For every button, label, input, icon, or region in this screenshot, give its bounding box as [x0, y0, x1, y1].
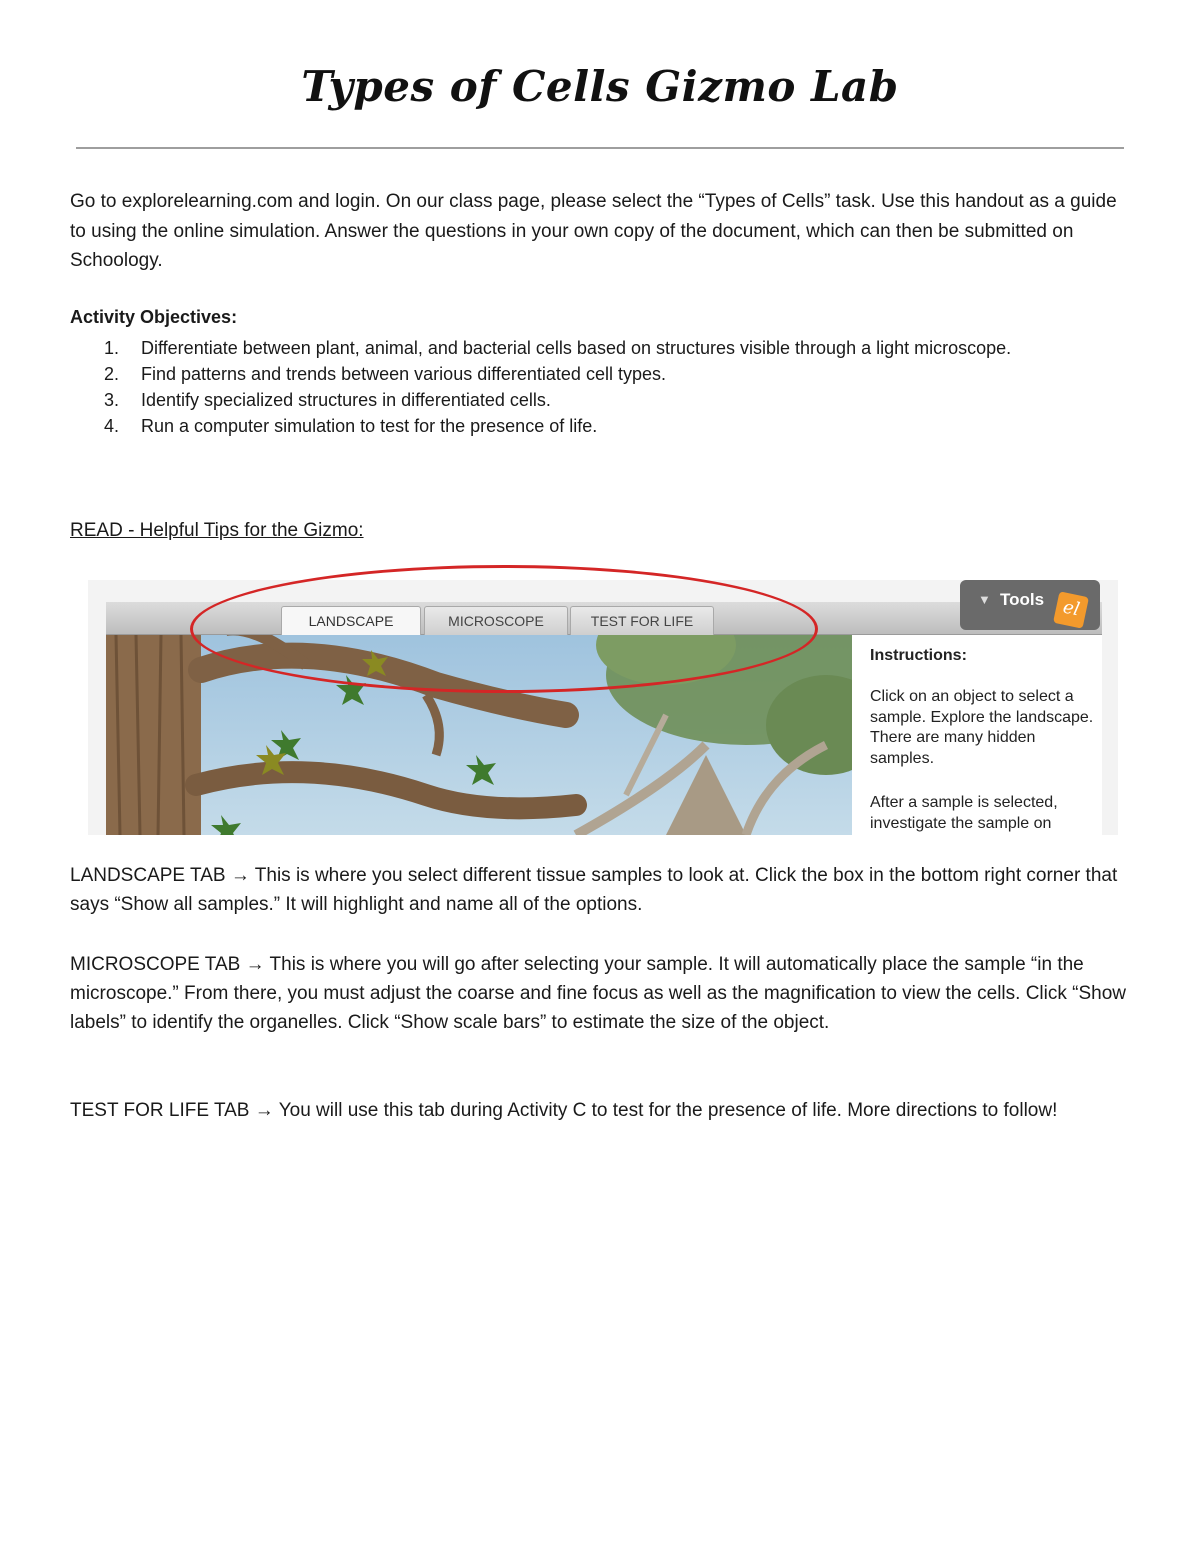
tips-heading: READ - Helpful Tips for the Gizmo:	[70, 520, 364, 541]
objective-item	[70, 361, 1011, 387]
objectives-list	[70, 335, 1011, 439]
tools-label: Tools	[1000, 590, 1045, 609]
objective-text: Differentiate between plant, animal, and bacterial cells based on structures visible through a light microscope.	[141, 338, 1012, 358]
objective-number: 3.	[104, 390, 120, 410]
objective-text: Identify specialized structures in differentiated cells.	[141, 390, 551, 410]
explorelearning-logo: el	[1053, 591, 1089, 629]
landscape-tab-description: LANDSCAPE TAB → This is where you select different tissue samples to look at. Click the box in the bottom right corner that says “Show all samples.” It will highlight and name all of the options.	[70, 865, 1118, 915]
intro-paragraph: Go to explorelearning.com and login. On our class page, please select the “Types of Cells” task. Use this handout as a guide to using the online simulation. Answer the questions in your own copy of the document, which can then be submitted on Schoology.	[70, 191, 1117, 271]
tools-button[interactable]	[960, 580, 1100, 630]
objective-number: 4.	[104, 416, 120, 436]
instructions-panel	[852, 635, 1102, 835]
tab-highlight-oval	[190, 565, 818, 693]
objective-number: 1.	[104, 338, 120, 358]
tab-microscope[interactable]: MICROSCOPE	[424, 606, 568, 635]
document-title: Types of Cells Gizmo Lab	[301, 62, 899, 111]
objective-text: Find patterns and trends between various differentiated cell types.	[141, 364, 666, 384]
title-divider	[76, 147, 1124, 149]
objectives-heading: Activity Objectives:	[70, 307, 238, 327]
tab-landscape[interactable]: LANDSCAPE	[281, 606, 421, 635]
objective-number: 2.	[104, 364, 120, 384]
objective-item	[70, 387, 1011, 413]
tab-test-for-life[interactable]: TEST FOR LIFE	[570, 606, 714, 635]
objective-text: Run a computer simulation to test for the presence of life.	[141, 416, 598, 436]
instructions-heading: Instructions:	[870, 647, 967, 664]
objective-item	[70, 335, 1011, 361]
test-for-life-tab-description: TEST FOR LIFE TAB → You will use this tab during Activity C to test for the presence of life. More directions to follow!	[70, 1100, 1058, 1121]
instructions-text-continued: After a sample is selected, investigate the sample on	[870, 794, 1058, 832]
objective-item	[70, 413, 1011, 439]
dropdown-triangle-icon: ▼	[978, 592, 991, 607]
microscope-tab-description: MICROSCOPE TAB → This is where you will go after selecting your sample. It will automatically place the sample “in the microscope.” From there, you must adjust the coarse and fine focus as well as the magnification to view the cells. Click “Show labels” to identify the organelles. Click “Show scale bars” to estimate the size of the object.	[70, 954, 1127, 1033]
instructions-text: Click on an object to select a sample. Explore the landscape. There are many hidden samples.	[870, 688, 1094, 767]
